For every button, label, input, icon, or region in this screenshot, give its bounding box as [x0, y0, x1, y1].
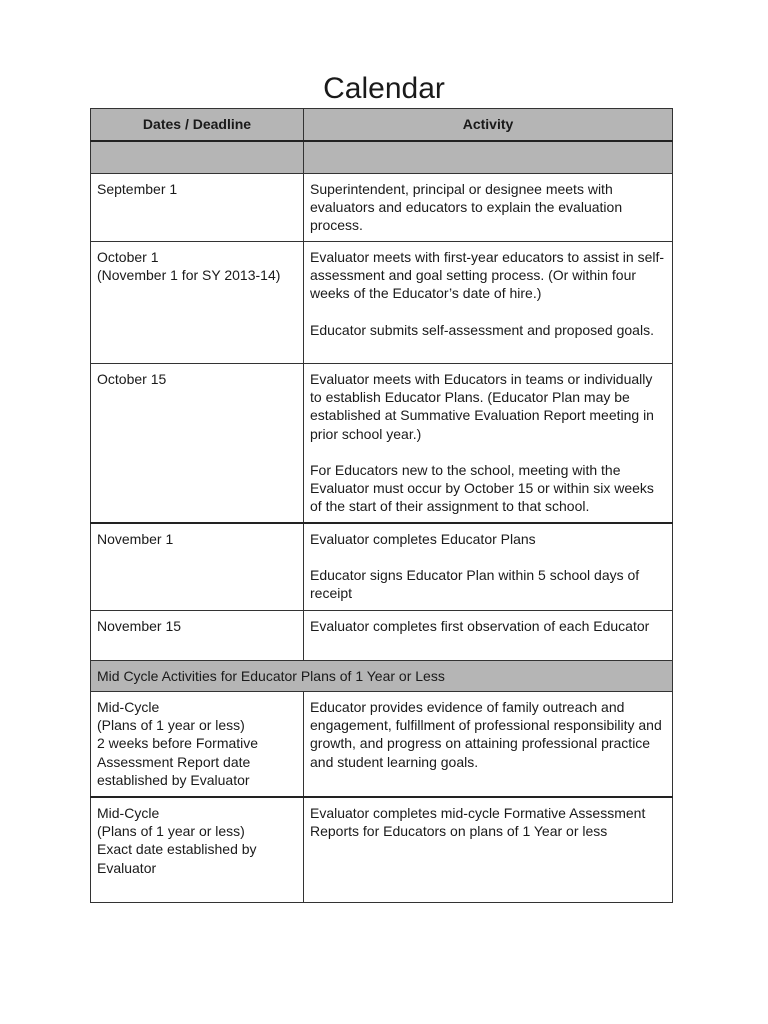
activity-cell — [304, 692, 673, 798]
activity-text: Educator provides evidence of family outreach and engagement, fulfillment of professional responsibility and growth, and progress on attaining professional practice and student learning goals. — [310, 699, 662, 770]
date-line: Mid-Cycle — [97, 699, 160, 715]
section-row — [91, 661, 673, 692]
date-line: Assessment Report date — [97, 753, 251, 770]
activity-text: Evaluator completes mid-cycle Formative Assessment Reports for Educators on plans of 1 Year or less — [310, 805, 646, 840]
table-row — [91, 797, 673, 903]
date-line: Mid-Cycle — [97, 805, 160, 821]
activity-text: Evaluator meets with Educators in teams or individually to establish Educator Plans. (Educator Plan may be established at Summative Evaluation Report meeting in prior school year.) — [310, 371, 654, 442]
table-row — [91, 692, 673, 798]
date-cell — [91, 611, 304, 661]
page-title: Calendar — [323, 72, 445, 105]
date-line: November 15 — [97, 618, 182, 634]
activity-text: Evaluator completes first observation of each Educator — [310, 618, 650, 634]
activity-cell — [304, 364, 673, 524]
column-header-activity: Activity — [304, 109, 673, 142]
date-line: (Plans of 1 year or less) — [97, 823, 245, 840]
date-line: November 1 — [97, 531, 174, 547]
activity-text: Evaluator meets with first-year educators to assist in self-assessment and goal setting process. (Or within four weeks of the Educator’s date of hire.) — [310, 249, 665, 302]
blank-cell — [304, 141, 673, 174]
table-row — [91, 364, 673, 524]
table-row — [91, 242, 673, 364]
date-line: September 1 — [97, 181, 178, 197]
date-line: (November 1 for SY 2013-14) — [97, 267, 281, 284]
date-line: (Plans of 1 year or less) — [97, 717, 245, 734]
table-row — [91, 174, 673, 242]
date-line: October 1 — [97, 249, 159, 265]
calendar-table — [90, 108, 673, 903]
activity-cell — [304, 174, 673, 242]
table-row — [91, 523, 673, 611]
date-cell — [91, 797, 304, 903]
date-line: 2 weeks before Formative — [97, 735, 259, 752]
date-line: established by Evaluator — [97, 771, 250, 788]
activity-text: Superintendent, principal or designee meets with evaluators and educators to explain the evaluation process. — [310, 181, 623, 234]
activity-cell — [304, 242, 673, 364]
blank-cell — [91, 141, 304, 174]
date-line: Exact date established by — [97, 841, 257, 858]
activity-text: Evaluator completes Educator Plans — [310, 531, 536, 547]
date-cell — [91, 242, 304, 364]
blank-header-row — [91, 141, 673, 174]
table-header-row — [91, 109, 673, 142]
activity-text: Educator signs Educator Plan within 5 school days of receipt — [310, 567, 640, 602]
date-cell — [91, 364, 304, 524]
date-line: October 15 — [97, 371, 167, 387]
activity-cell — [304, 611, 673, 661]
table-row — [91, 611, 673, 661]
date-line: Evaluator — [97, 859, 157, 876]
date-cell — [91, 174, 304, 242]
date-cell — [91, 692, 304, 798]
activity-cell — [304, 797, 673, 903]
activity-text: For Educators new to the school, meeting with the Evaluator must occur by October 15 or within six weeks of the start of their assignment to that school. — [310, 461, 654, 515]
date-cell — [91, 523, 304, 611]
section-label: Mid Cycle Activities for Educator Plans of 1 Year or Less — [91, 661, 673, 692]
column-header-dates: Dates / Deadline — [91, 109, 304, 142]
activity-cell — [304, 523, 673, 611]
activity-text: Educator submits self-assessment and proposed goals. — [310, 321, 654, 338]
